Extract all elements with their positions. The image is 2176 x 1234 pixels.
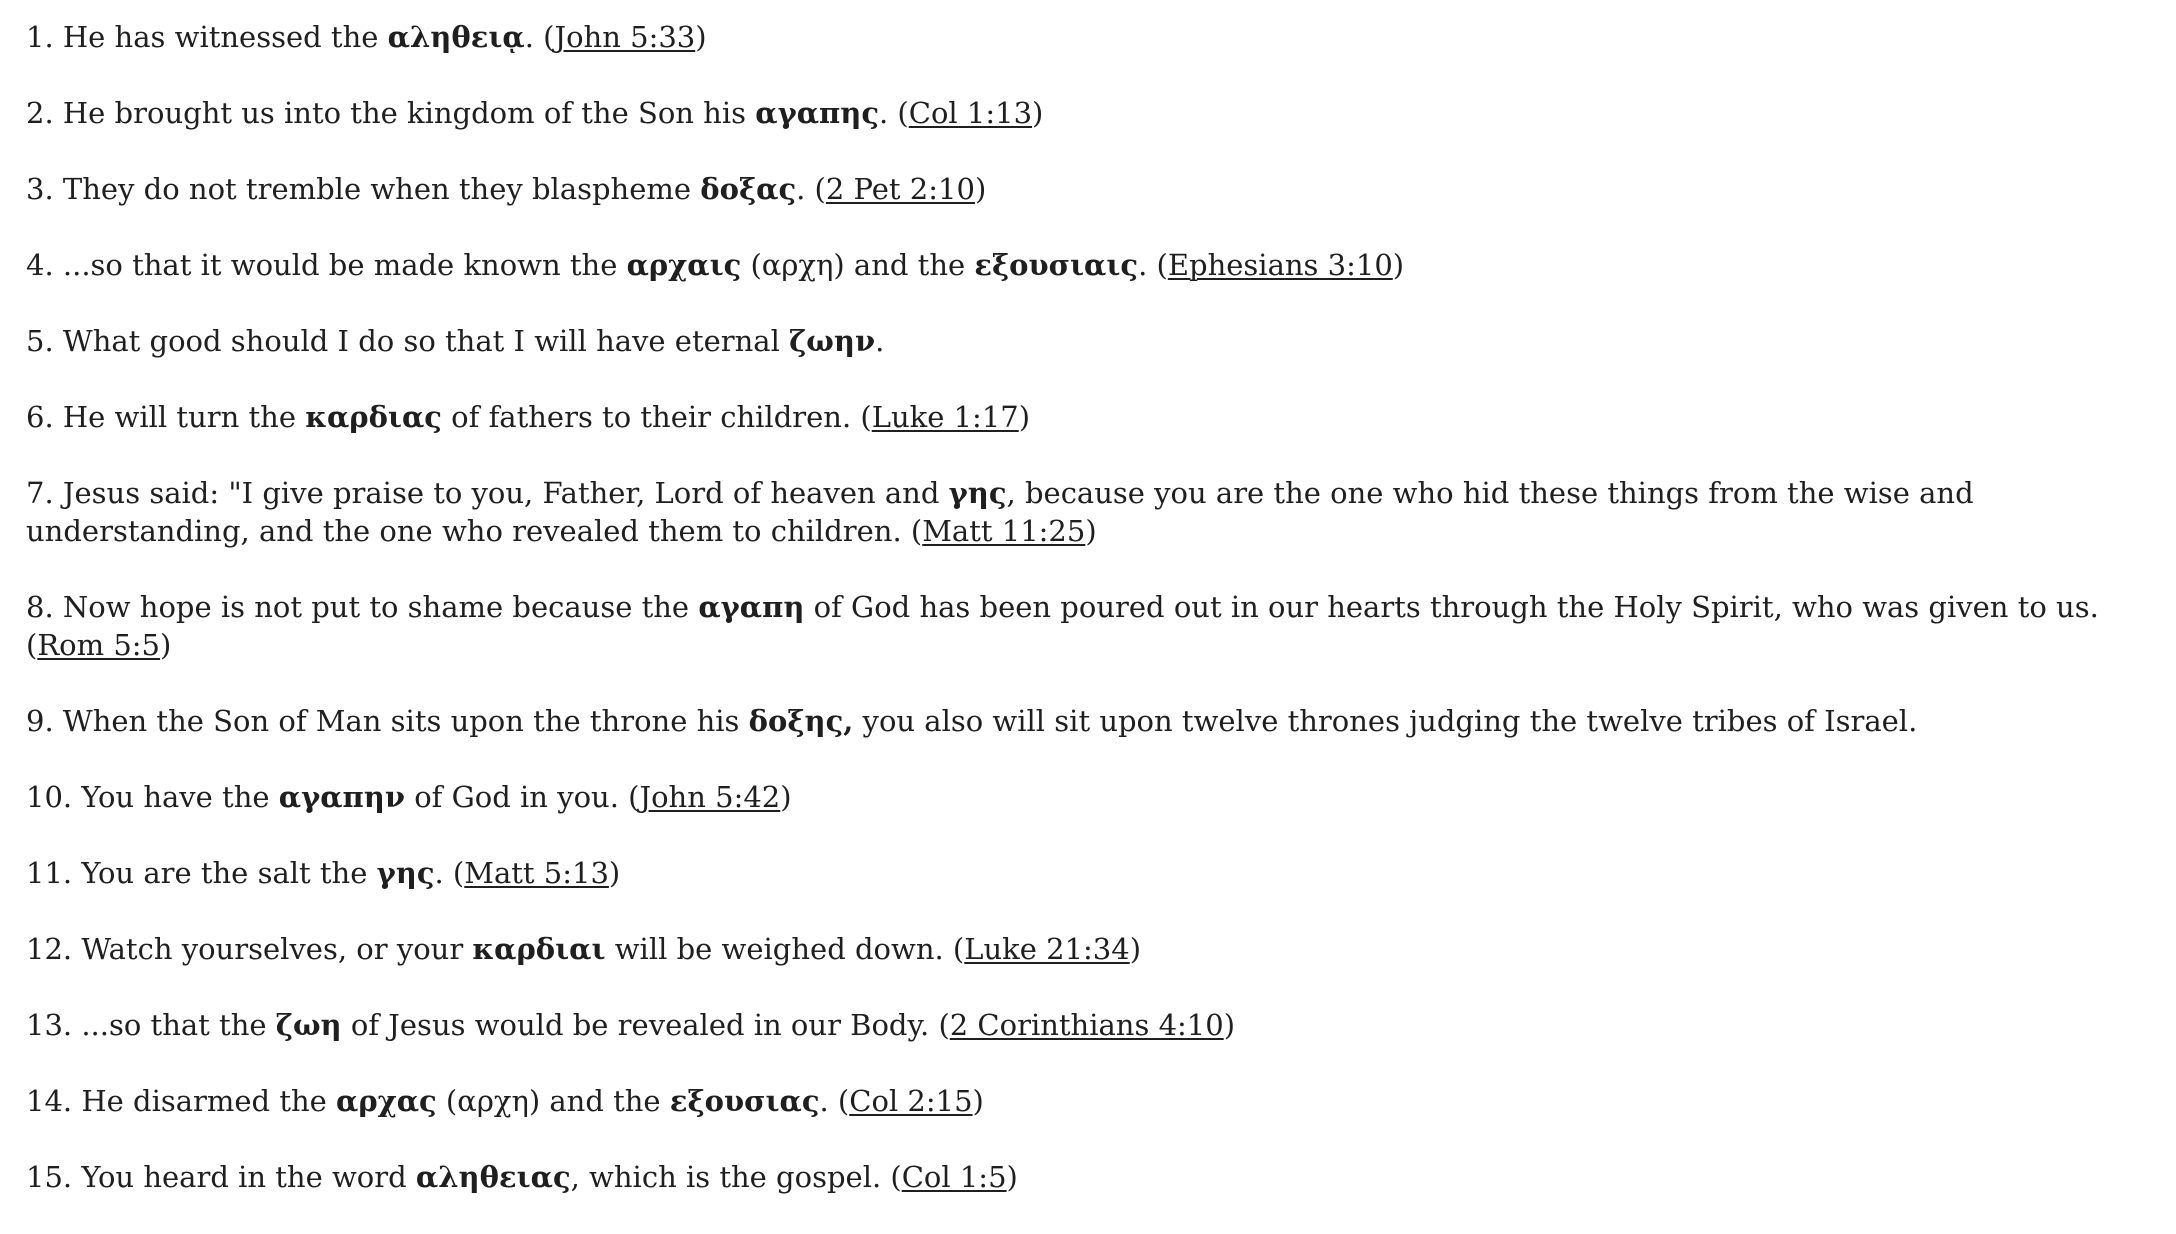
list-item: 9. When the Son of Man sits upon the throne his δοξης, you also will sit upon twelve thrones judging the twelve tribes of Israel. <box>26 704 1918 738</box>
greek-word: αληθειας <box>415 1160 571 1194</box>
list-item: 6. He will turn the καρδιας of fathers to their children. (Luke 1:17) <box>26 400 1031 434</box>
greek-word: ζωην <box>789 324 876 358</box>
greek-word: αγαπη <box>698 590 805 624</box>
list-item: 11. You are the salt the γης. (Matt 5:13) <box>26 856 621 890</box>
greek-word: γης <box>376 856 435 890</box>
scripture-reference-link[interactable]: Matt 11:25 <box>922 514 1086 548</box>
list-item: 15. You heard in the word αληθειας, which is the gospel. (Col 1:5) <box>26 1160 1018 1194</box>
greek-word: καρδιαι <box>472 932 606 966</box>
greek-word: αρχαις <box>626 248 742 282</box>
greek-word: αγαπην <box>278 780 405 814</box>
greek-word: αληθειᾳ <box>387 20 525 54</box>
list-item: 12. Watch yourselves, or your καρδιαι will be weighed down. (Luke 21:34) <box>26 932 1142 966</box>
list-item: 10. You have the αγαπην of God in you. (John 5:42) <box>26 780 792 814</box>
scripture-reference-link[interactable]: 2 Pet 2:10 <box>825 172 975 206</box>
list-item: 1. He has witnessed the αληθειᾳ. (John 5:33) <box>26 20 707 54</box>
scripture-reference-link[interactable]: John 5:33 <box>554 20 696 54</box>
list-item: 8. Now hope is not put to shame because the αγαπη of God has been poured out in our hearts through the Holy Spirit, who was given to us. (Rom 5:5) <box>26 590 2099 662</box>
scripture-reference-link[interactable]: John 5:42 <box>639 780 781 814</box>
scripture-reference-link[interactable]: Col 2:15 <box>849 1084 973 1118</box>
scripture-reference-link[interactable]: Luke 1:17 <box>871 400 1019 434</box>
exercise-list <box>26 18 2176 1234</box>
scripture-reference-link[interactable]: 2 Corinthians 4:10 <box>949 1008 1224 1042</box>
list-item: 7. Jesus said: "I give praise to you, Father, Lord of heaven and γης, because you are the one who hid these things from the wise and understanding, and the one who revealed them to children. (Matt 11:25) <box>26 476 1974 548</box>
greek-word: εξουσιας <box>669 1084 820 1118</box>
scripture-reference-link[interactable]: Col 1:13 <box>908 96 1033 130</box>
greek-word: αρχας <box>336 1084 437 1118</box>
greek-word: δοξης, <box>748 704 854 738</box>
greek-word: γης <box>948 476 1007 510</box>
greek-word: εξουσιαις <box>974 248 1139 282</box>
list-item: 13. ...so that the ζωη of Jesus would be revealed in our Body. (2 Corinthians 4:10) <box>26 1008 1236 1042</box>
list-item: 5. What good should I do so that I will have eternal ζωην. <box>26 324 885 358</box>
scripture-reference-link[interactable]: Luke 21:34 <box>964 932 1130 966</box>
list-item: 2. He brought us into the kingdom of the Son his αγαπης. (Col 1:13) <box>26 96 1044 130</box>
scripture-reference-link[interactable]: Ephesians 3:10 <box>1167 248 1393 282</box>
scripture-reference-link[interactable]: Matt 5:13 <box>464 856 609 890</box>
scripture-reference-link[interactable]: Col 1:5 <box>901 1160 1007 1194</box>
greek-word: καρδιας <box>305 400 442 434</box>
list-item: 4. ...so that it would be made known the αρχαις (αρχη) and the εξουσιαις. (Ephesians 3:10) <box>26 248 1405 282</box>
list-item: 3. They do not tremble when they blaspheme δοξας. (2 Pet 2:10) <box>26 172 987 206</box>
greek-word: δοξας <box>700 172 797 206</box>
list-item: 14. He disarmed the αρχας (αρχη) and the εξουσιας. (Col 2:15) <box>26 1084 984 1118</box>
scripture-reference-link[interactable]: Rom 5:5 <box>37 628 161 662</box>
greek-word: αγαπης <box>755 96 879 130</box>
greek-word: ζωη <box>275 1008 342 1042</box>
